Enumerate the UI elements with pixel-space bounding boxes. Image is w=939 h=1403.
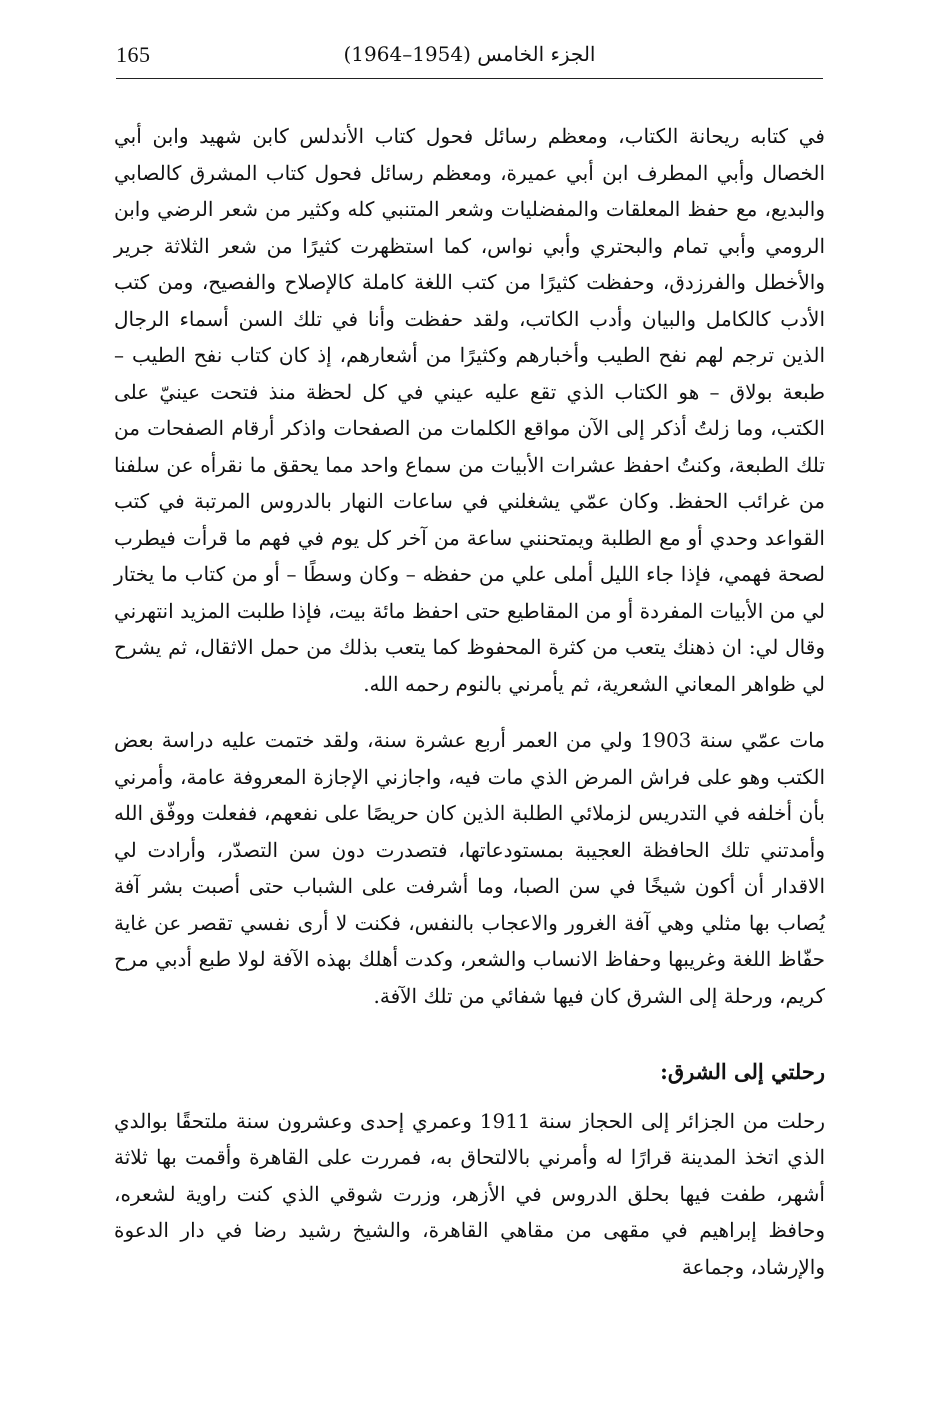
paragraph-2: مات عمّي سنة 1903 ولي من العمر أربع عشرة سنة، ولقد ختمت عليه دراسة بعض الكتب وهو على فراش المرض الذي مات فيه، واجازني الإجازة المعروفة عامة، وأمرني بأن أخلفه في التدريس لزملائي الطلبة الذين كان حريصًا على نفعهم، ففعلت ووفّق الله وأمدتني تلك الحافظة العجيبة بمستودعاتها، فتصدرت دون سن التصدّر، وأرادت لي الاقدار أن أكون شيخًا في سن الصبا، وما أشرفت على الشباب حتى أصبت بشر آفة يُصاب بها مثلي وهي آفة الغرور والاعجاب بالنفس، فكنت لا أرى نفسي تقصر عن غاية حفّاظ اللغة وغريبها وحفاظ الانساب والشعر، وكدت أهلك بهذه الآفة لولا طبع أدبي مرح كريم، ورحلة إلى الشرق كان فيها شفائي من تلك الآفة. xyxy=(114,728,825,1008)
paragraph-3: رحلت من الجزائر إلى الحجاز سنة 1911 وعمري إحدى وعشرون سنة ملتحقًا بوالدي الذي اتخذ المدينة قرارًا له وأمرني بالالتحاق به، فمررت على القاهرة وأقمت بها ثلاثة أشهر، طفت فيها بحلق الدروس في الأزهر، وزرت شوقي الذي كنت راوية لشعره، وحافظ إبراهيم في مقهى من مقاهي القاهرة، والشيخ رشيد رضا في دار الدعوة والإرشاد، وجماعة xyxy=(114,1108,825,1279)
page-header xyxy=(116,38,823,79)
running-title: الجزء الخامس (1954–1964) xyxy=(343,42,596,66)
page-number: 165 xyxy=(116,42,151,67)
section-heading: رحلتي إلى الشرق: xyxy=(660,1059,825,1084)
paragraph-1: في كتابه ريحانة الكتاب، ومعظم رسائل فحول كتاب الأندلس كابن شهيد وابن أبي الخصال وأبي المطرف ابن أبي عميرة، ومعظم رسائل فحول كتاب المشرق كالصابي والبديع، مع حفظ المعلقات والمفضليات وشعر المتنبي كله وكثير من شعر الرضي وابن الرومي وأبي تمام والبحتري وأبي نواس، كما استظهرت كثيرًا من شعر الثلاثة جرير والأخطل والفرزدق، وحفظت كثيرًا من كتب اللغة كاملة كالإصلاح والفصيح، ومن كتب الأدب كالكامل والبيان وأدب الكاتب، ولقد حفظت وأنا في تلك السن أسماء الرجال الذين ترجم لهم نفح الطيب وأخبارهم وكثيرًا من أشعارهم، إذ كان كتاب نفح الطيب – طبعة بولاق – هو الكتاب الذي تقع عليه عيني في كل لحظة منذ فتحت عينيّ على الكتب، وما زلتُ أذكر إلى الآن مواقع الكلمات من الصفحات واذكر أرقام الصفحات من تلك الطبعة، وكنتُ احفظ عشرات الأبيات من سماع واحد مما يحقق ما نقرأه عن سلفنا من غرائب الحفظ. وكان عمّي يشغلني في ساعات النهار بالدروس المرتبة في كتب القواعد وحدي أو مع الطلبة ويمتحنني ساعة من آخر كل يوم في فهم ما قرأت فيطرب لصحة فهمي، فإذا جاء الليل أملى علي من حفظه – وكان وسطًا – أو من كتاب ما يختار لي من الأبيات المفردة أو من المقاطيع حتى احفظ مائة بيت، فإذا طلبت المزيد انتهرني وقال لي: ان ذهنك يتعب من كثرة المحفوظ كما يتعب بذلك من حمل الاثقال، ثم يشرح لي ظواهر المعاني الشعرية، ثم يأمرني بالنوم رحمه الله. xyxy=(114,124,825,696)
page-body xyxy=(114,118,825,1285)
